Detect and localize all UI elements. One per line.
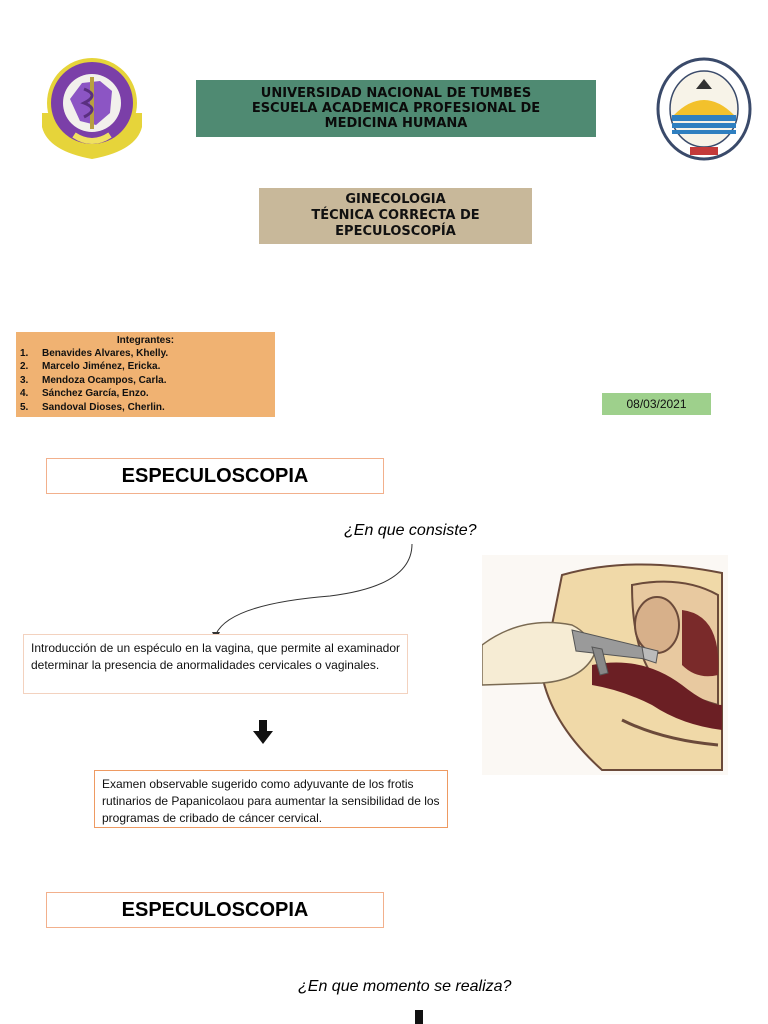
members-list (20, 347, 271, 414)
course-topic-line1: TÉCNICA CORRECTA DE (311, 208, 480, 223)
course-title-box (259, 188, 532, 244)
section-title-2: ESPECULOSCOPIA (46, 892, 384, 928)
university-header (196, 80, 596, 137)
question-text: ¿En que consiste? (344, 522, 477, 539)
school-line: ESCUELA ACADEMICA PROFESIONAL DE (251, 101, 541, 116)
faculty-logo (38, 55, 146, 163)
members-heading: Integrantes: (116, 335, 175, 346)
member-item: 5. Sandoval Dioses, Cherlin. (20, 401, 165, 413)
course-topic-line2: EPECULOSCOPÍA (335, 224, 456, 239)
curved-arrow-icon (200, 540, 420, 640)
speculum-illustration-icon (482, 555, 728, 775)
member-item: 4. Sánchez García, Enzo. (20, 388, 149, 400)
down-arrow-icon-2 (408, 1008, 430, 1024)
university-seal-icon (656, 55, 752, 163)
date-badge: 08/03/2021 (602, 393, 711, 415)
down-arrow-icon (252, 718, 274, 746)
purpose-paragraph: Examen observable sugerido como adyuvante de los frotis rutinarios de Papanicolaou para aumentar la sensibilidad de los programas de cribado de cáncer cervical. (94, 770, 448, 828)
university-line: UNIVERSIDAD NACIONAL DE TUMBES (260, 86, 532, 101)
caduceus-seal-icon (38, 55, 146, 163)
member-item: 2. Marcelo Jiménez, Ericka. (20, 361, 161, 373)
university-logo (656, 55, 752, 163)
question-text-2: ¿En que momento se realiza? (298, 978, 512, 995)
member-item: 3. Mendoza Ocampos, Carla. (20, 374, 167, 386)
program-line: MEDICINA HUMANA (324, 116, 468, 131)
definition-paragraph: Introducción de un espéculo en la vagina, que permite al examinador determinar la presencia de anormalidades cervicales o vaginales. (23, 634, 408, 694)
member-item: 1. Benavides Alvares, Khelly. (20, 348, 169, 359)
members-box (16, 332, 275, 417)
course-name: GINECOLOGIA (345, 192, 446, 207)
section-title: ESPECULOSCOPIA (46, 458, 384, 494)
speculum-illustration (482, 555, 728, 775)
